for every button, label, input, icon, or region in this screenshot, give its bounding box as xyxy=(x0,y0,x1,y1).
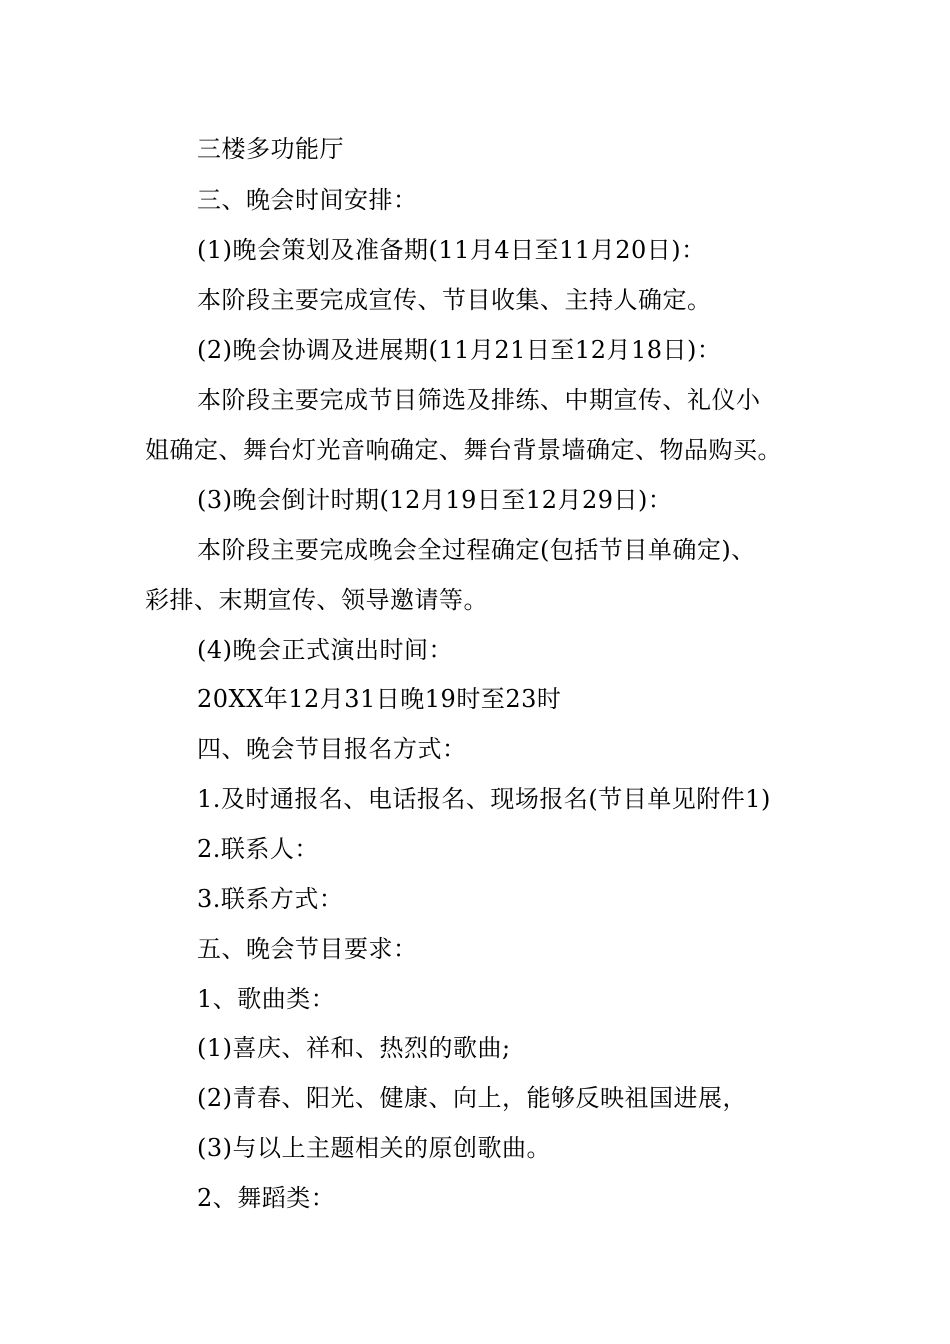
performance-time: 20XX年12月31日晚19时至23时 xyxy=(197,685,562,713)
section-3-heading: 三、晚会时间安排： xyxy=(197,186,418,214)
dance-category-heading: 2、舞蹈类： xyxy=(197,1184,336,1212)
registration-method: 1.及时通报名、电话报名、现场报名(节目单见附件1) xyxy=(197,785,771,813)
contact-method: 3.联系方式： xyxy=(197,885,344,913)
phase-3-heading: (3)晚会倒计时期(12月19日至12月29日)： xyxy=(197,486,673,514)
song-requirement-1: (1)喜庆、祥和、热烈的歌曲; xyxy=(197,1034,511,1062)
phase-2-description-line-2: 姐确定、舞台灯光音响确定、舞台背景墙确定、物品购买。 xyxy=(145,436,782,464)
song-category-heading: 1、歌曲类： xyxy=(197,985,336,1013)
song-requirement-3: (3)与以上主题相关的原创歌曲。 xyxy=(197,1134,551,1162)
section-5-heading: 五、晚会节目要求： xyxy=(197,935,418,963)
phase-4-heading: (4)晚会正式演出时间： xyxy=(197,636,453,664)
phase-3-description-line-2: 彩排、末期宣传、领导邀请等。 xyxy=(145,586,488,614)
venue-line: 三楼多功能厅 xyxy=(197,135,344,163)
phase-2-heading: (2)晚会协调及进展期(11月21日至12月18日)： xyxy=(197,336,722,364)
phase-3-description-line-1: 本阶段主要完成晚会全过程确定(包括节目单确定)、 xyxy=(197,536,756,564)
phase-1-description: 本阶段主要完成宣传、节目收集、主持人确定。 xyxy=(197,286,712,314)
song-requirement-2: (2)青春、阳光、健康、向上，能够反映祖国进展， xyxy=(197,1084,747,1112)
section-4-heading: 四、晚会节目报名方式： xyxy=(197,735,467,763)
phase-2-description-line-1: 本阶段主要完成节目筛选及排练、中期宣传、礼仪小 xyxy=(197,386,761,414)
phase-1-heading: (1)晚会策划及准备期(11月4日至11月20日)： xyxy=(197,236,706,264)
contact-person: 2.联系人： xyxy=(197,835,319,863)
